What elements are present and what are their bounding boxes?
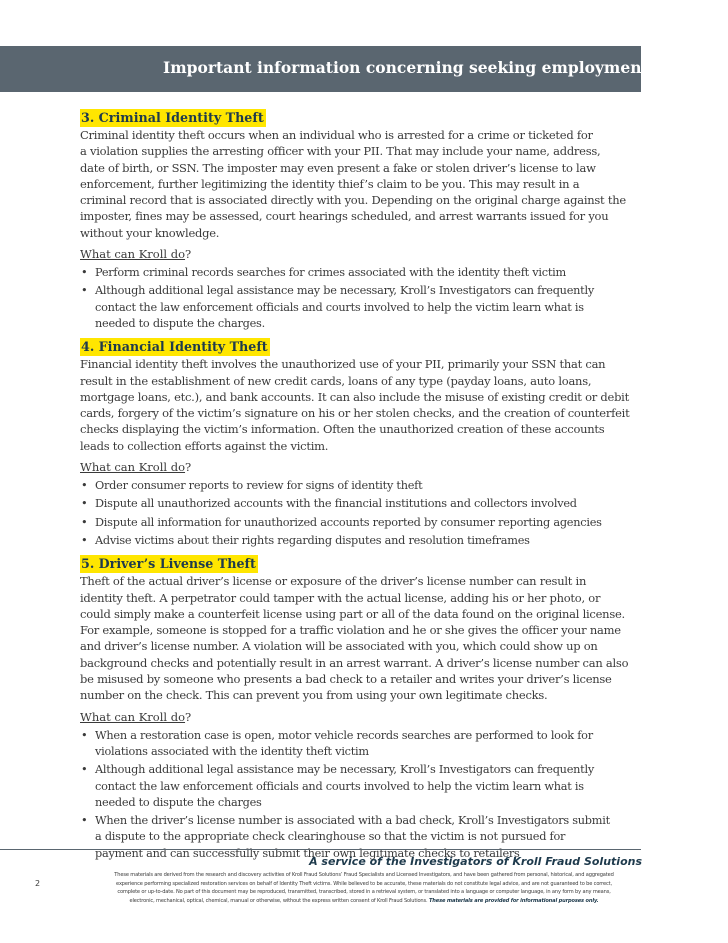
section-body (80, 127, 650, 241)
section-body (80, 573, 650, 703)
section-title: 5. Driver’s Livense Theft (81, 556, 256, 572)
bullet-icon: • (81, 497, 88, 511)
list-item (80, 515, 650, 531)
what-can-kroll-do: What can Kroll do? (80, 709, 192, 724)
body-line: cards, forgery of the victim’s signature on his or her stolen checks, and the creation of counterfeit (80, 406, 630, 421)
what-can-kroll-do: What can Kroll do? (80, 460, 192, 475)
bullet-line: Perform criminal records searches for crimes associated with the identity theft victim (95, 266, 566, 280)
disclaimer-line: These materials are derived from the research and discovery activities of Kroll Fraud Solutions’ Fraud Specialists and Licensed Investigators, and have been gathered from personal, historical, and aggregated (114, 872, 614, 878)
body-line: background checks and potentially result in an arrest warrant. A driver’s license number can also (80, 655, 629, 670)
bullet-line: a dispute to the appropriate check clearinghouse so that the victim is not pursued for (95, 830, 566, 844)
bullet-line: Advise victims about their rights regarding disputes and resolution timeframes (95, 533, 530, 547)
question-label: What can Kroll do (80, 709, 186, 724)
body-line: Theft of the actual driver’s license or exposure of the driver’s license number can result in (80, 574, 587, 589)
page-number: 2 (35, 879, 41, 888)
body-line: enforcement, further legitimizing the identity thief’s claim to be you. This may result in a (80, 176, 580, 191)
bullet-line: payment and can successfully submit their own legitimate checks to retailers (95, 846, 520, 860)
body-line: identity theft. A perpetrator could tamper with the actual license, adding his or her photo, or (80, 590, 601, 605)
bullet-line: Although additional legal assistance may be necessary, Kroll’s Investigators can frequently (95, 763, 594, 777)
bullet-icon: • (81, 814, 88, 828)
bullet-list (80, 728, 650, 862)
header-banner (0, 46, 649, 92)
body-line: For example, someone is stopped for a traffic violation and he or she gives the officer your name (80, 623, 621, 638)
body-line: and driver’s license number. A violation will be associated with you, which could show up on (80, 639, 598, 654)
body-line: a violation supplies the arresting officer with your PII. That may include your name, address, (80, 144, 601, 159)
bullet-line: Order consumer reports to review for signs of identity theft (95, 479, 423, 493)
bullet-icon: • (81, 284, 88, 298)
question-label: What can Kroll do (80, 247, 186, 262)
bullet-line: Although additional legal assistance may be necessary, Kroll’s Investigators can frequently (95, 284, 594, 298)
bullet-icon: • (81, 533, 88, 547)
body-line: result in the establishment of new credit cards, loans of any type (payday loans, auto loans, (80, 373, 592, 388)
disclaimer-emphasis: These materials are provided for informational purposes only. (428, 897, 599, 904)
body-line: checks displaying the victim’s information. Often the unauthorized creation of these accounts (80, 422, 605, 437)
body-line: criminal record that is associated directly with you. Depending on the original charge against the (80, 193, 626, 208)
page-title: Important information concerning seeking employment (163, 58, 649, 77)
bullet-line: contact the law enforcement officials and courts involved to help the victim learn what is (95, 300, 584, 314)
section-drivers-license-theft (80, 553, 650, 862)
bullet-icon: • (81, 479, 88, 493)
section-financial-identity-theft (80, 336, 650, 549)
body-line: Criminal identity theft occurs when an individual who is arrested for a crime or ticketed for (80, 128, 593, 142)
disclaimer-line (84, 897, 644, 906)
body-line: could simply make a counterfeit license using part or all of the data found on the original license. (80, 606, 625, 621)
body-line: leads to collection efforts against the victim. (80, 438, 329, 453)
section-title: 3. Criminal Identity Theft (81, 110, 264, 125)
bullet-line: needed to dispute the charges (95, 795, 262, 809)
bullet-list (80, 478, 650, 549)
bullet-line: When the driver’s license number is associated with a bad check, Kroll’s Investigators submit (95, 814, 610, 828)
bullet-line: contact the law enforcement officials and courts involved to help the victim learn what is (95, 779, 584, 793)
list-item (80, 478, 650, 494)
disclaimer (84, 871, 644, 905)
section-criminal-identity-theft (80, 107, 650, 332)
body-line: without your knowledge. (80, 225, 220, 240)
body-line: be misused by someone who presents a bad check to a retailer and writes your driver’s license (80, 672, 612, 687)
bullet-line: Dispute all unauthorized accounts with the financial institutions and collectors involved (95, 497, 577, 511)
list-item (80, 762, 650, 811)
bullet-line: needed to dispute the charges. (95, 316, 265, 330)
question-label: What can Kroll do (80, 460, 186, 475)
bullet-line: Dispute all information for unauthorized accounts reported by consumer reporting agencies (95, 515, 602, 529)
body-line: number on the check. This can prevent you from using your own legitimate checks. (80, 688, 548, 703)
main-content (80, 107, 650, 862)
bullet-list (80, 265, 650, 332)
what-can-kroll-do: What can Kroll do? (80, 247, 192, 262)
bullet-icon: • (81, 515, 88, 529)
bullet-icon: • (81, 763, 88, 777)
disclaimer-line: complete or up-to-date. No part of this document may be reproduced, transmitted, transcribed, stored in a retrieval system, or translated into a language or computer language, in any form by any means, (117, 889, 611, 896)
bullet-icon: • (81, 728, 88, 742)
section-title: 4. Financial Identity Theft (81, 339, 268, 355)
bullet-line: violations associated with the identity theft victim (95, 744, 369, 758)
footer-divider (0, 849, 641, 850)
list-item (80, 496, 650, 512)
bullet-icon: • (81, 266, 88, 280)
disclaimer-line: experience performing specialized restoration services on behalf of Identity Theft victims. While believed to be accurate, these materials do not constitute legal advice, and are not guaranteed to be correct, (116, 880, 612, 887)
list-item (80, 265, 650, 281)
body-line: mortgage loans, etc.), and bank accounts. It can also include the misuse of existing credit or debit (80, 389, 629, 404)
bullet-line: When a restoration case is open, motor vehicle records searches are performed to look for (95, 728, 593, 742)
list-item (80, 728, 650, 761)
list-item (80, 533, 650, 549)
body-line: Financial identity theft involves the unauthorized use of your PII, primarily your SSN that can (80, 357, 606, 372)
section-body (80, 356, 650, 454)
body-line: imposter, fines may be assessed, court hearings scheduled, and arrest warrants issued for you (80, 209, 609, 224)
list-item (80, 283, 650, 332)
body-line: date of birth, or SSN. The imposter may even present a fake or stolen driver’s license to law (80, 160, 596, 175)
disclaimer-text: electronic, mechanical, optical, chemical, manual or otherwise, without the express written consent of Kroll Fraud Solutions. (129, 897, 428, 904)
service-line: A service of the Investigators of Kroll Fraud Solutions (309, 855, 642, 868)
